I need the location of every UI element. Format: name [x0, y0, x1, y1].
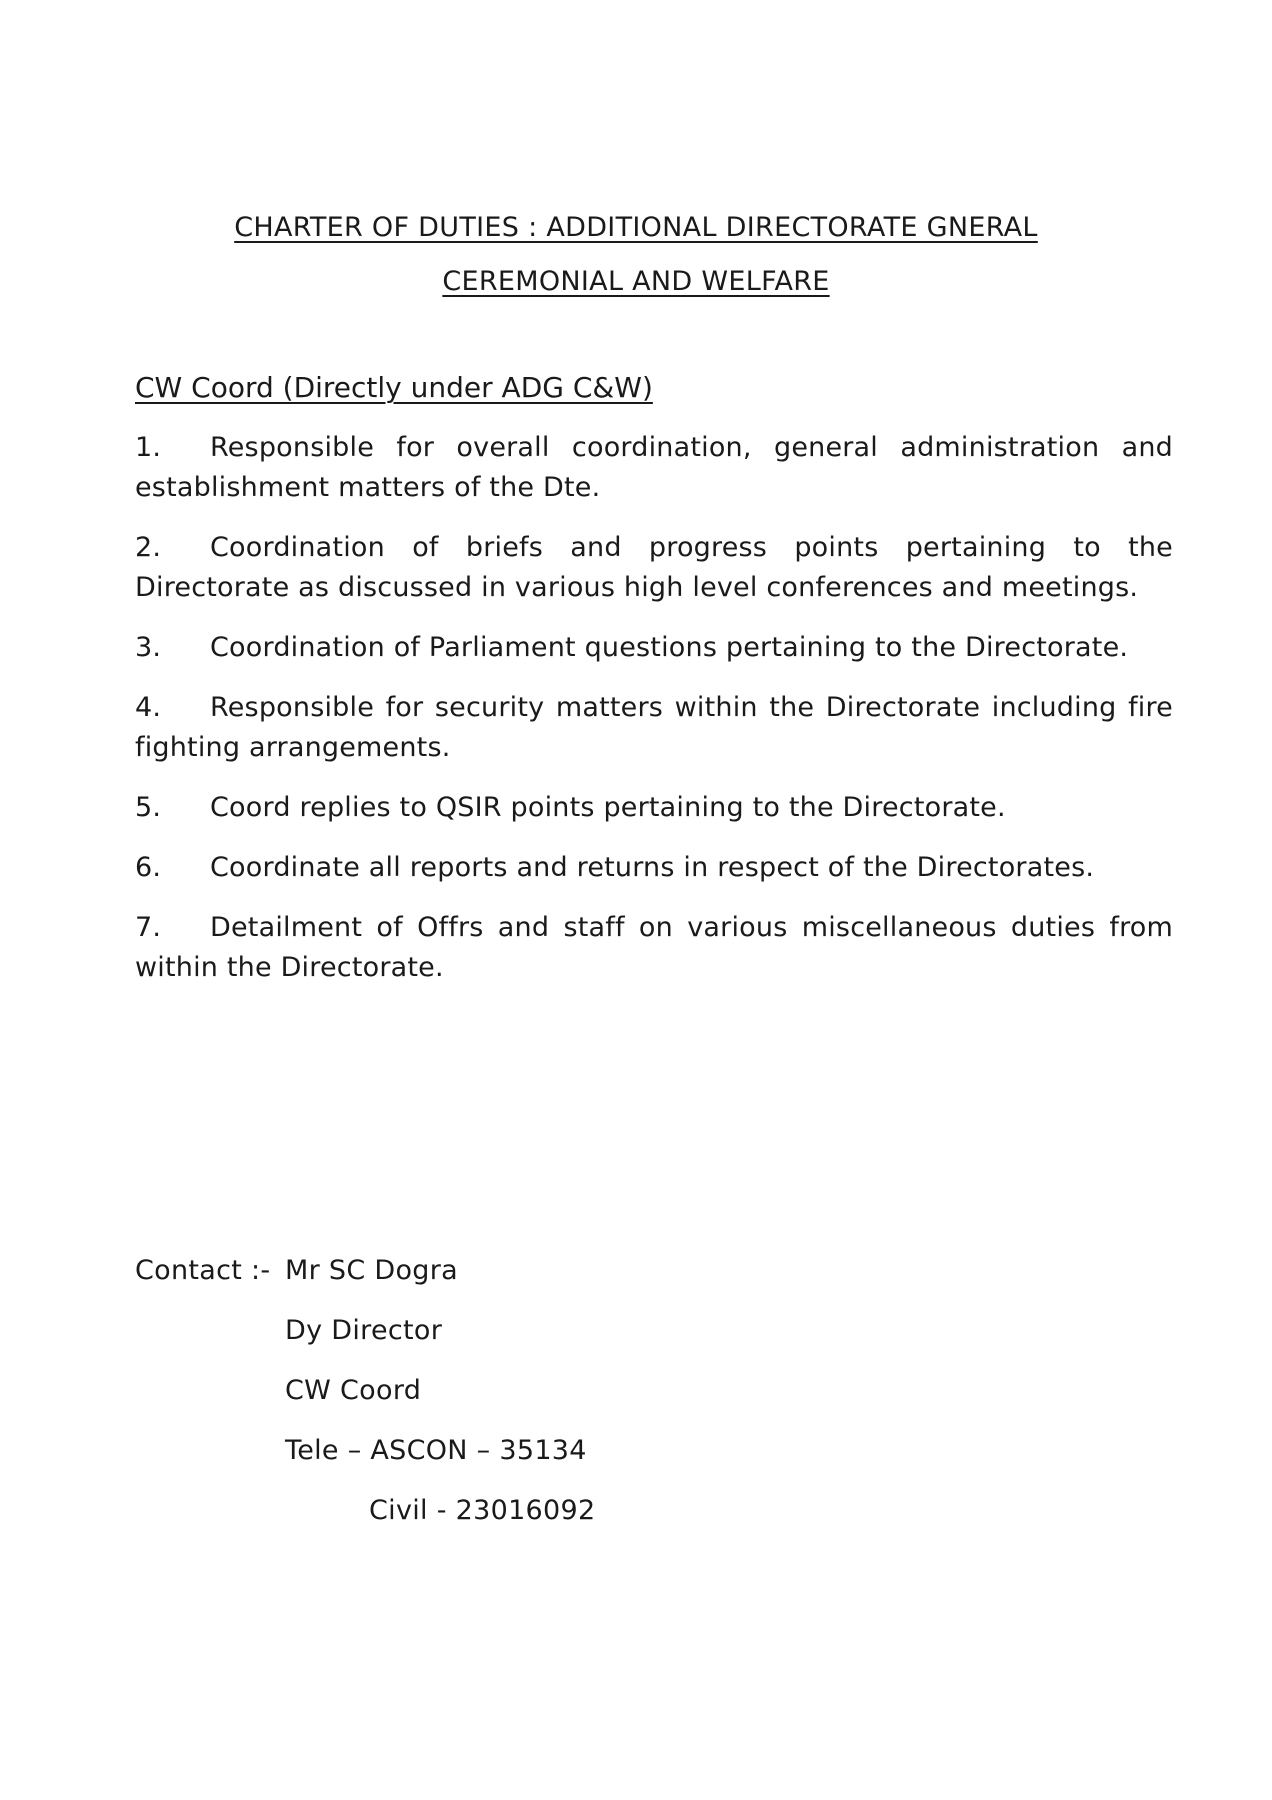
duty-text: Coordinate all reports and returns in respect of the Directorates.	[210, 852, 1095, 883]
duty-text: Detailment of Offrs and staff on various miscellaneous duties from within the Directorate.	[135, 912, 1173, 983]
title-line-1: CHARTER OF DUTIES : ADDITIONAL DIRECTORATE GNERAL	[234, 212, 1038, 243]
contact-branch: CW Coord	[285, 1375, 422, 1406]
duties-list	[135, 428, 1173, 1008]
duty-item	[135, 908, 1173, 988]
duty-item	[135, 788, 1173, 828]
duty-text: Responsible for overall coordination, general administration and establishment matters of the Dte.	[135, 432, 1173, 503]
duty-number: 5.	[135, 792, 162, 823]
duty-item	[135, 688, 1173, 768]
contact-label: Contact :-	[135, 1255, 271, 1286]
duty-text: Coordination of briefs and progress points pertaining to the Directorate as discussed in various high level conferences and meetings.	[135, 532, 1173, 603]
duty-item	[135, 428, 1173, 508]
duty-text: Coord replies to QSIR points pertaining to the Directorate.	[210, 792, 1006, 823]
duty-text: Coordination of Parliament questions pertaining to the Directorate.	[210, 632, 1129, 663]
duty-item	[135, 528, 1173, 608]
duty-text: Responsible for security matters within the Directorate including fire fighting arrangements.	[135, 692, 1173, 763]
document-title	[0, 201, 1272, 309]
section-heading: CW Coord (Directly under ADG C&W)	[135, 371, 653, 404]
duty-number: 3.	[135, 632, 162, 663]
contact-tele: Tele – ASCON – 35134	[285, 1435, 587, 1466]
duty-number: 4.	[135, 692, 162, 723]
contact-civil: Civil - 23016092	[369, 1495, 596, 1526]
duty-item	[135, 848, 1173, 888]
duty-item	[135, 628, 1173, 668]
duty-number: 6.	[135, 852, 162, 883]
title-line-2: CEREMONIAL AND WELFARE	[442, 266, 830, 297]
contact-name: Mr SC Dogra	[285, 1255, 458, 1286]
duty-number: 7.	[135, 912, 162, 943]
contact-designation: Dy Director	[285, 1315, 443, 1346]
duty-number: 1.	[135, 432, 162, 463]
duty-number: 2.	[135, 532, 162, 563]
